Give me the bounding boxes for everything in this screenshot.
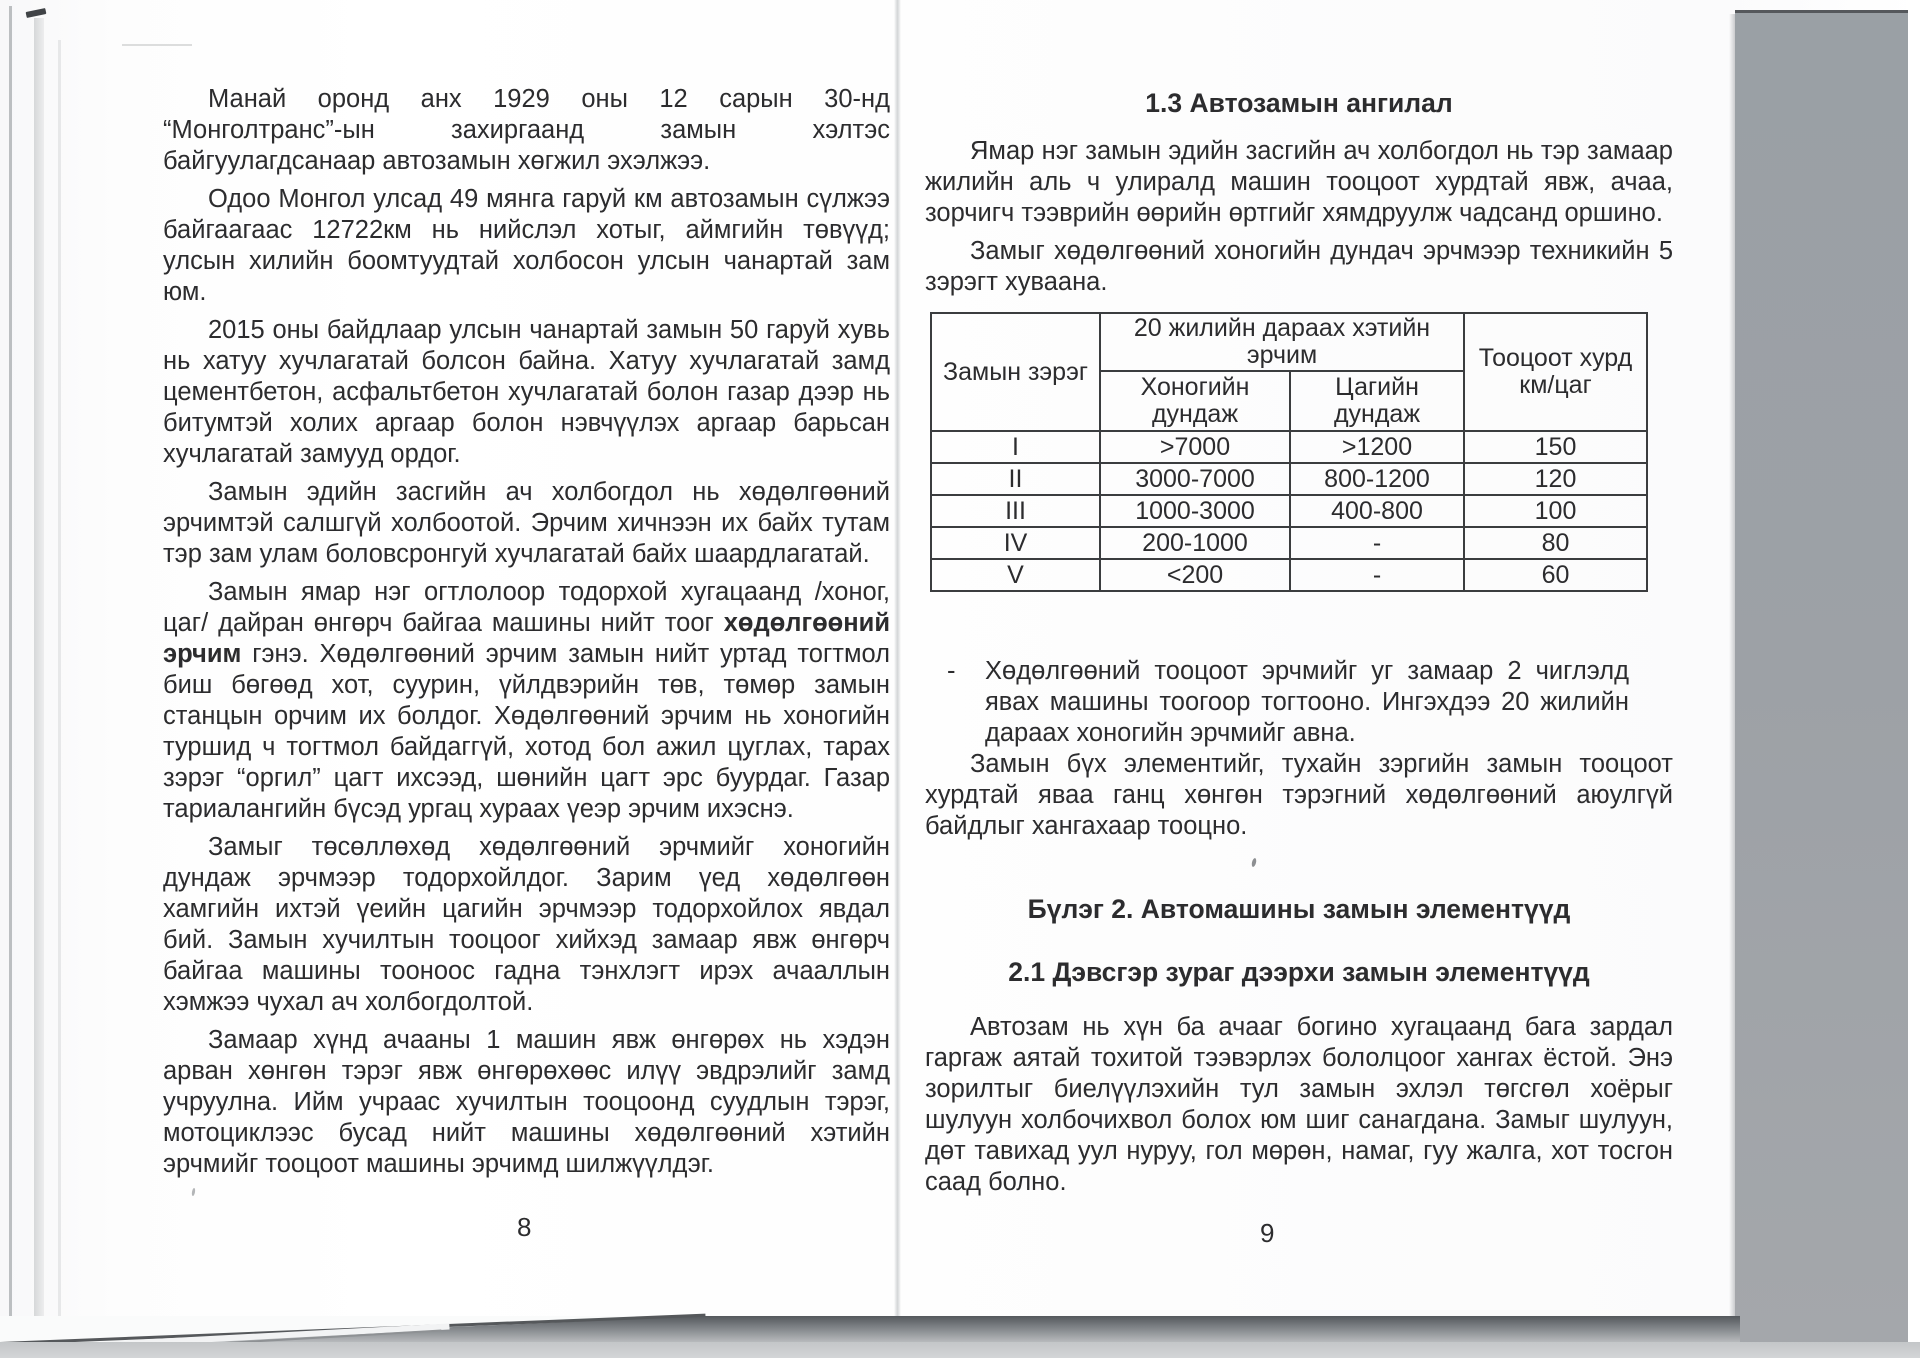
table-cell: 150 bbox=[1464, 431, 1647, 463]
table-cell: II bbox=[931, 463, 1100, 495]
table-cell: - bbox=[1290, 527, 1464, 559]
emphasized-term: хөдөлгөөний эрчим bbox=[163, 609, 890, 668]
table-cell: 100 bbox=[1464, 495, 1647, 527]
paragraph: 2015 оны байдлаар улсын чанартай замын 50 гаруй хувь нь хатуу хучлагатай болсон байна. Хатуу хучлагатай замд цементбетон, асфальтбетон хучлагатай болон газар дээр нь битумтэй холих аргаар болон нэвчүүлэх аргаар барьсан хучлагатай замууд ордог. bbox=[163, 316, 890, 468]
paragraph: Манай оронд анх 1929 оны 12 сарын 30-нд “Монголтранс”-ын захиргаанд замын хэлтэс байгуулагдсанаар автозамын хөгжил эхэлжээ. bbox=[163, 85, 890, 175]
table-cell: >1200 bbox=[1290, 431, 1464, 463]
left-page-text-column bbox=[163, 84, 890, 1187]
table-row bbox=[931, 559, 1647, 591]
table-row bbox=[931, 527, 1647, 559]
table-cell: 80 bbox=[1464, 527, 1647, 559]
section-heading: 1.3 Автозамын ангилал bbox=[1145, 88, 1453, 118]
table-cell: V bbox=[931, 559, 1100, 591]
paragraph: Замыг хөдөлгөөний хоногийн дундач эрчмээр техникийн 5 зэрэгт хуваана. bbox=[925, 237, 1673, 296]
book-page-edge-line bbox=[34, 18, 44, 1322]
subsection-heading: 2.1 Дэвсгэр зураг дээрхи замын элементүүд bbox=[1008, 957, 1590, 987]
table-subheader-daily: Хоногийн дундаж bbox=[1100, 371, 1290, 431]
table-cell: - bbox=[1290, 559, 1464, 591]
table-cell: 120 bbox=[1464, 463, 1647, 495]
book-page-edge-line bbox=[9, 6, 12, 1318]
table-row bbox=[931, 463, 1647, 495]
table-cell: >7000 bbox=[1100, 431, 1290, 463]
table-cell: III bbox=[931, 495, 1100, 527]
paragraph bbox=[163, 577, 890, 825]
paragraph-text: гэнэ. Хөдөлгөөний эрчим замын нийт уртад тогтмол биш бөгөөд хот, суурин, үйлдвэрийн төв, төмөр замын станцын орчим их болдог. Хөдөлгөөний эрчим нь хоногийн туршид ч тогтмол байдаггүй, хотод бол ажил цуглах, тарах зэрэг “оргил” цагт ихсээд, шөнийн цагт эрс буурдаг. Газар тариалангийн бүсэд ургац хураах үеэр эрчим ихэснэ. bbox=[163, 640, 890, 823]
book-center-fold bbox=[894, 0, 901, 1316]
table-header-speed: Тооцоот хурд км/цаг bbox=[1464, 313, 1647, 431]
paragraph: Ямар нэг замын эдийн засгийн ач холбогдол нь тэр замаар жилийн аль ч улиралд машин тооцоот хурдтай явж, ачаа, зорчигч тээврийн өөрийн өртгийг хямдруулж чадсанд оршино. bbox=[925, 137, 1673, 227]
table-subheader-hourly: Цагийн дундаж bbox=[1290, 371, 1464, 431]
bullet-dash: - bbox=[947, 657, 956, 685]
paragraph: Одоо Монгол улсад 49 мянга гаруй км автозамын сүлжээ байгаагаас 12722км нь нийслэл хотыг, аймгийн төвүүд; улсын хилийн боомтуудтай холбосон улсын чанартай зам юм. bbox=[163, 185, 890, 306]
table-row bbox=[931, 431, 1647, 463]
page-right-edge-shadow bbox=[1729, 14, 1735, 1318]
bullet-text: Хөдөлгөөний тооцоот эрчмийг уг замаар 2 чиглэлд явах машины тоогоор тогтооно. Ингэхдээ 20 жилийн дараах хоногийн эрчмийг авна. bbox=[985, 657, 1629, 747]
table-cell: 800-1200 bbox=[1290, 463, 1464, 495]
paragraph: Замын бүх элементийг, тухайн зэргийн замын тооцоот хурдтай яваа ганц хөнгөн тэрэгний хөдөлгөөний аюулгүй байдлыг хангахаар тооцно. bbox=[925, 750, 1673, 840]
road-classification-table bbox=[930, 312, 1648, 592]
table-cell: 60 bbox=[1464, 559, 1647, 591]
table-cell: <200 bbox=[1100, 559, 1290, 591]
table-cell: 200-1000 bbox=[1100, 527, 1290, 559]
paragraph: Автозам нь хүн ба ачааг богино хугацаанд бага зардал гаргаж аятай тохитой тээвэрлэх бололцоог хангах ёстой. Энэ зорилтыг биелүүлэхийн тул замын эхлэл төгсгөл хоёрыг шулуун холбочихвол болох юм шиг санагдана. Замыг шулуун, дөт тавихад уул нуруу, гол мөрөн, намаг, гуу жалга, хот тосгон саад болно. bbox=[925, 1013, 1673, 1196]
table-cell: 400-800 bbox=[1290, 495, 1464, 527]
book-page-edge-line bbox=[122, 44, 192, 46]
bullet-item bbox=[925, 656, 1673, 749]
table-cell: 3000-7000 bbox=[1100, 463, 1290, 495]
paragraph: Замын эдийн засгийн ач холбогдол нь хөдөлгөөний эрчимтэй салшгүй холбоотой. Эрчим хичнээн их байх тутам тэр зам улам боловсронгуй хучлагатай байх шаардлагатай. bbox=[163, 478, 890, 568]
table-row bbox=[931, 495, 1647, 527]
paragraph: Замаар хүнд ачааны 1 машин явж өнгөрөх нь хэдэн арван хөнгөн тэрэг явж өнгөрөхөөс илүү эвдрэлийг замд учруулна. Ийм учраас хучилтын тооцоонд суудлын тэрэг, мотоциклээс бусад нийт машины хөдөлгөөний хэтийн эрчмийг тооцоот машины эрчимд шилжүүлдэг. bbox=[163, 1026, 890, 1178]
table-cell: I bbox=[931, 431, 1100, 463]
paragraph: Замыг төсөллөхөд хөдөлгөөний эрчмийг хоногийн дундаж эрчмээр тодорхойлдог. Зарим үед хөдөлгөөн хамгийн ихтэй үеийн цагийн эрчмээр тодорхойлох явдал бий. Замын хучилтын тооцоог хийхэд замаар явж өнгөрч байгаа машины тооноос гадна тэнхлэгт ирэх ачааллын хэмжээ чухал ач холбогдолтой. bbox=[163, 833, 890, 1016]
table-cell: 1000-3000 bbox=[1100, 495, 1290, 527]
paragraph-text: Замын ямар нэг огтлолоор тодорхой хугацаанд /хоног, цаг/ дайран өнгөрч байгаа машины нийт тоог bbox=[163, 578, 890, 637]
book-page-edge-line bbox=[58, 40, 61, 1322]
table-header-span: 20 жилийн дараах хэтийн эрчим bbox=[1100, 313, 1464, 371]
page-number-right: 9 bbox=[1260, 1218, 1275, 1248]
scanner-bed-strip bbox=[0, 1342, 1920, 1358]
scanner-background-panel bbox=[1735, 10, 1908, 1345]
table-header-road-class: Замын зэрэг bbox=[931, 313, 1100, 431]
right-page-text-column bbox=[925, 88, 1673, 1205]
chapter-heading: Бүлэг 2. Автомашины замын элементүүд bbox=[1027, 894, 1571, 924]
table-cell: IV bbox=[931, 527, 1100, 559]
page-number-left: 8 bbox=[517, 1212, 532, 1242]
